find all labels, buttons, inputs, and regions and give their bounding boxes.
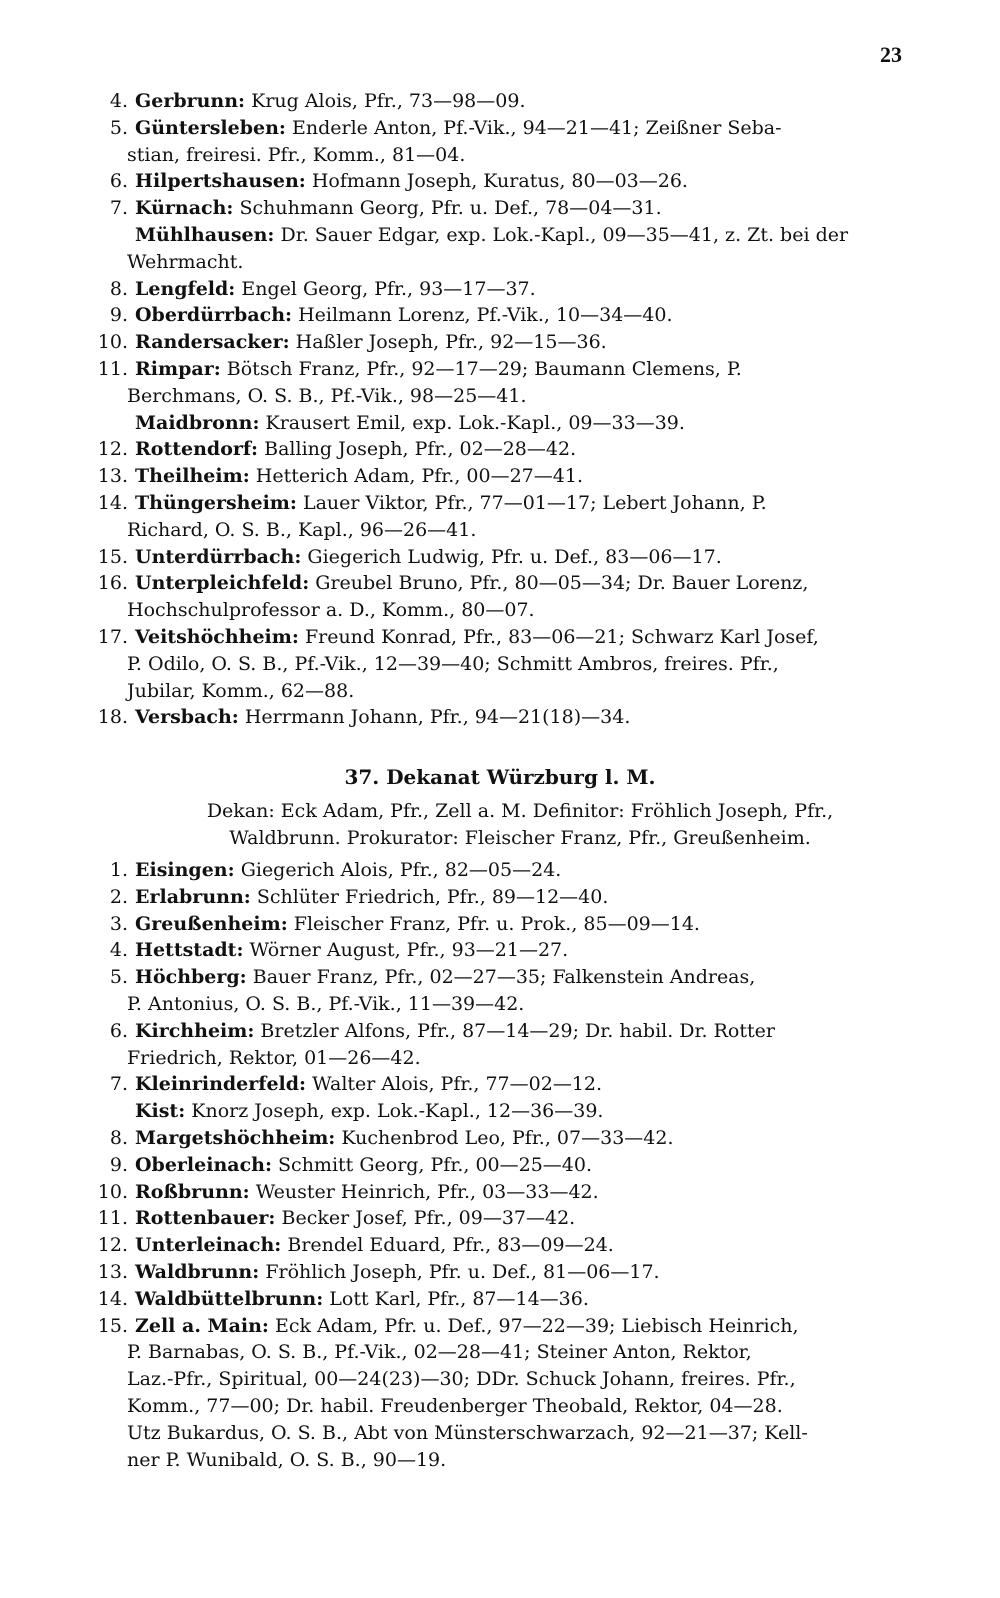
entry-number: 3.	[109, 912, 128, 935]
parish-entry-continuation	[92, 1339, 914, 1366]
parish-name: Rottendorf:	[135, 438, 259, 461]
parish-name: Kürnach:	[135, 197, 234, 220]
parish-name: Oberleinach:	[135, 1153, 272, 1176]
entry-number: 6.	[109, 170, 128, 193]
entry-number: 14.	[97, 491, 128, 514]
entry-number: 12.	[97, 438, 128, 461]
parish-name: Unterdürrbach:	[135, 545, 302, 568]
parish-entry	[92, 356, 914, 383]
parish-name: Mühlhausen:	[135, 223, 275, 246]
parish-name: Eisingen:	[135, 859, 235, 881]
entry-number: 14.	[97, 1287, 128, 1310]
clergy-details: Freund Konrad, Pfr., 83—06—21; Schwarz Karl Josef,	[304, 625, 819, 648]
parish-entry-continuation	[92, 1447, 914, 1474]
parish-name: Maidbronn:	[135, 411, 260, 434]
parish-entry	[92, 857, 914, 884]
clergy-details: Friedrich, Rektor, 01—26—42.	[127, 1046, 421, 1069]
clergy-details: Wehrmacht.	[127, 250, 244, 273]
parish-name: Lengfeld:	[135, 277, 236, 300]
clergy-details: Bötsch Franz, Pfr., 92—17—29; Baumann Clemens, P.	[226, 357, 742, 380]
parish-name: Kleinrinderfeld:	[135, 1073, 307, 1096]
parish-entry	[92, 570, 914, 597]
clergy-details: Dr. Sauer Edgar, exp. Lok.-Kapl., 09—35—41, z. Zt. bei der	[280, 223, 849, 246]
clergy-details: Komm., 77—00; Dr. habil. Freudenberger Theobald, Rektor, 04—28.	[127, 1394, 783, 1417]
section-heading: 37. Dekanat Würzburg l. M.	[344, 765, 656, 789]
parish-entry	[92, 302, 914, 329]
parish-entry	[92, 624, 914, 651]
parish-name: Thüngersheim:	[135, 491, 297, 514]
parish-entry	[92, 911, 914, 938]
parish-entry-continuation	[92, 383, 914, 410]
parish-name: Kirchheim:	[135, 1019, 255, 1042]
entry-number: 6.	[109, 1019, 128, 1042]
parish-entry	[92, 1179, 914, 1206]
parish-list-1	[92, 88, 914, 731]
clergy-details: Schmitt Georg, Pfr., 00—25—40.	[278, 1153, 593, 1176]
parish-name: Erlabrunn:	[135, 885, 251, 908]
clergy-details: Brendel Eduard, Pfr., 83—09—24.	[287, 1234, 614, 1257]
entry-number: 7.	[109, 1073, 128, 1096]
parish-entry-continuation	[92, 1045, 914, 1072]
entry-number: 15.	[97, 1314, 128, 1337]
parish-name: Unterleinach:	[135, 1234, 282, 1257]
entry-number: 10.	[97, 331, 128, 354]
parish-name: Oberdürrbach:	[135, 304, 293, 327]
parish-entry-continuation	[92, 678, 914, 705]
clergy-details: Balling Joseph, Pfr., 02—28—42.	[264, 438, 577, 461]
clergy-details: Krug Alois, Pfr., 73—98—09.	[251, 90, 526, 112]
clergy-details: Fröhlich Joseph, Pfr. u. Def., 81—06—17.	[265, 1260, 660, 1283]
parish-name: Veitshöchheim:	[135, 625, 299, 648]
entry-number: 13.	[97, 1260, 128, 1283]
clergy-details: Laz.-Pfr., Spiritual, 00—24(23)—30; DDr. Schuck Johann, freires. Pfr.,	[127, 1368, 796, 1391]
entry-number: 17.	[97, 625, 128, 648]
clergy-details: P. Odilo, O. S. B., Pf.-Vik., 12—39—40; Schmitt Ambros, freires. Pfr.,	[127, 652, 779, 675]
entry-number: 18.	[97, 706, 128, 729]
clergy-details: P. Antonius, O. S. B., Pf.-Vik., 11—39—42.	[127, 992, 525, 1015]
clergy-details: Schuhmann Georg, Pfr. u. Def., 78—04—31.	[239, 197, 662, 220]
clergy-details: Krausert Emil, exp. Lok.-Kapl., 09—33—39.	[265, 411, 685, 434]
entry-number: 15.	[97, 545, 128, 568]
dean-line: Dekan: Eck Adam, Pfr., Zell a. M. Definitor: Fröhlich Joseph, Pfr.,	[206, 800, 834, 822]
clergy-details: Becker Josef, Pfr., 09—37—42.	[281, 1207, 576, 1230]
parish-name: Rimpar:	[135, 357, 221, 380]
parish-entry	[92, 410, 914, 437]
parish-name: Kist:	[135, 1100, 186, 1123]
entry-number: 9.	[109, 304, 128, 327]
clergy-details: Hofmann Joseph, Kuratus, 80—03—26.	[311, 170, 688, 193]
parish-name: Gerbrunn:	[135, 90, 246, 112]
parish-entry	[92, 884, 914, 911]
parish-entry-continuation	[92, 1366, 914, 1393]
parish-name: Versbach:	[135, 706, 239, 729]
entry-number: 11.	[97, 1207, 128, 1230]
parish-entry-continuation	[92, 1393, 914, 1420]
parish-entry	[92, 1313, 914, 1340]
clergy-details: Kuchenbrod Leo, Pfr., 07—33—42.	[341, 1126, 674, 1149]
clergy-details: Giegerich Alois, Pfr., 82—05—24.	[240, 859, 562, 881]
clergy-details: Knorz Joseph, exp. Lok.-Kapl., 12—36—39.	[191, 1100, 604, 1123]
entry-number: 9.	[109, 1153, 128, 1176]
clergy-details: Jubilar, Komm., 62—88.	[127, 679, 355, 702]
clergy-details: Schlüter Friedrich, Pfr., 89—12—40.	[256, 885, 609, 908]
parish-entry	[92, 1152, 914, 1179]
entry-number: 5.	[109, 116, 128, 139]
parish-entry	[92, 937, 914, 964]
clergy-details: Bretzler Alfons, Pfr., 87—14—29; Dr. habil. Dr. Rotter	[260, 1019, 775, 1042]
parish-entry-continuation	[92, 249, 914, 276]
parish-entry	[92, 168, 914, 195]
parish-entry-continuation	[92, 1420, 914, 1447]
entry-number: 4.	[109, 90, 128, 112]
parish-list-2	[92, 857, 914, 1473]
parish-entry-continuation	[92, 517, 914, 544]
parish-entry	[92, 1125, 914, 1152]
parish-entry	[92, 964, 914, 991]
parish-entry	[92, 1205, 914, 1232]
clergy-details: Utz Bukardus, O. S. B., Abt von Münsterschwarzach, 92—21—37; Kell-	[127, 1421, 808, 1444]
parish-entry-continuation	[92, 651, 914, 678]
parish-entry	[92, 329, 914, 356]
clergy-details: Weuster Heinrich, Pfr., 03—33—42.	[255, 1180, 599, 1203]
parish-name: Höchberg:	[135, 966, 247, 989]
entry-number: 12.	[97, 1234, 128, 1257]
parish-name: Waldbüttelbrunn:	[135, 1287, 324, 1310]
clergy-details: Berchmans, O. S. B., Pf.-Vik., 98—25—41.	[127, 384, 527, 407]
parish-entry	[92, 276, 914, 303]
parish-name: Theilheim:	[135, 465, 250, 488]
clergy-details: Walter Alois, Pfr., 77—02—12.	[312, 1073, 603, 1096]
clergy-details: Engel Georg, Pfr., 93—17—37.	[241, 277, 536, 300]
clergy-details: Hochschulprofessor a. D., Komm., 80—07.	[127, 599, 535, 622]
parish-entry-continuation	[92, 597, 914, 624]
clergy-details: Heilmann Lorenz, Pf.-Vik., 10—34—40.	[298, 304, 673, 327]
clergy-details: stian, freiresi. Pfr., Komm., 81—04.	[127, 143, 466, 166]
parish-entry	[92, 1232, 914, 1259]
clergy-details: Bauer Franz, Pfr., 02—27—35; Falkenstein Andreas,	[252, 966, 756, 989]
clergy-details: Richard, O. S. B., Kapl., 96—26—41.	[127, 518, 477, 541]
entry-number: 8.	[109, 1126, 128, 1149]
parish-entry	[92, 463, 914, 490]
parish-entry	[92, 88, 914, 115]
parish-entry	[92, 222, 914, 249]
parish-entry-continuation	[92, 142, 914, 169]
dean-info	[120, 798, 920, 852]
parish-entry	[92, 1098, 914, 1125]
parish-name: Roßbrunn:	[135, 1180, 250, 1203]
parish-name: Zell a. Main:	[135, 1314, 269, 1337]
clergy-details: Giegerich Ludwig, Pfr. u. Def., 83—06—17.	[307, 545, 722, 568]
clergy-details: Enderle Anton, Pf.-Vik., 94—21—41; Zeißner Seba-	[291, 116, 782, 139]
clergy-details: Fleischer Franz, Pfr. u. Prok., 85—09—14.	[293, 912, 700, 935]
parish-entry	[92, 195, 914, 222]
entry-number: 11.	[97, 357, 128, 380]
parish-name: Rottenbauer:	[135, 1207, 276, 1230]
clergy-details: Haßler Joseph, Pfr., 92—15—36.	[295, 331, 607, 354]
entry-number: 13.	[97, 465, 128, 488]
clergy-details: ner P. Wunibald, O. S. B., 90—19.	[127, 1448, 447, 1471]
clergy-details: P. Barnabas, O. S. B., Pf.-Vik., 02—28—41; Steiner Anton, Rektor,	[127, 1341, 752, 1364]
clergy-details: Greubel Bruno, Pfr., 80—05—34; Dr. Bauer Lorenz,	[315, 572, 809, 595]
dean-line: Waldbrunn. Prokurator: Fleischer Franz, Pfr., Greußenheim.	[229, 826, 811, 849]
entry-number: 10.	[97, 1180, 128, 1203]
entry-number: 7.	[109, 197, 128, 220]
parish-name: Greußenheim:	[135, 912, 288, 935]
parish-name: Hilpertshausen:	[135, 170, 306, 193]
clergy-details: Eck Adam, Pfr. u. Def., 97—22—39; Liebisch Heinrich,	[274, 1314, 799, 1337]
clergy-details: Hetterich Adam, Pfr., 00—27—41.	[255, 465, 583, 488]
clergy-details: Lott Karl, Pfr., 87—14—36.	[329, 1287, 589, 1310]
parish-name: Margetshöchheim:	[135, 1126, 336, 1149]
parish-entry	[92, 1286, 914, 1313]
parish-entry	[92, 1018, 914, 1045]
parish-name: Randersacker:	[135, 331, 290, 354]
parish-name: Güntersleben:	[135, 116, 286, 139]
entry-number: 2.	[109, 885, 128, 908]
parish-name: Hettstadt:	[135, 939, 244, 962]
parish-name: Waldbrunn:	[135, 1260, 260, 1283]
parish-entry	[92, 1259, 914, 1286]
parish-entry	[92, 115, 914, 142]
entry-number: 4.	[109, 939, 128, 962]
clergy-details: Lauer Viktor, Pfr., 77—01—17; Lebert Johann, P.	[302, 491, 767, 514]
entry-number: 5.	[109, 966, 128, 989]
entry-number: 8.	[109, 277, 128, 300]
parish-entry	[92, 704, 914, 731]
page-number: 23	[880, 42, 902, 67]
clergy-details: Herrmann Johann, Pfr., 94—21(18)—34.	[244, 706, 631, 729]
parish-entry	[92, 544, 914, 571]
parish-entry-continuation	[92, 991, 914, 1018]
parish-entry	[92, 490, 914, 517]
parish-name: Unterpleichfeld:	[135, 572, 310, 595]
entry-number: 1.	[109, 859, 128, 881]
parish-entry	[92, 1071, 914, 1098]
entry-number: 16.	[97, 572, 128, 595]
parish-entry	[92, 436, 914, 463]
clergy-details: Wörner August, Pfr., 93—21—27.	[249, 939, 569, 962]
